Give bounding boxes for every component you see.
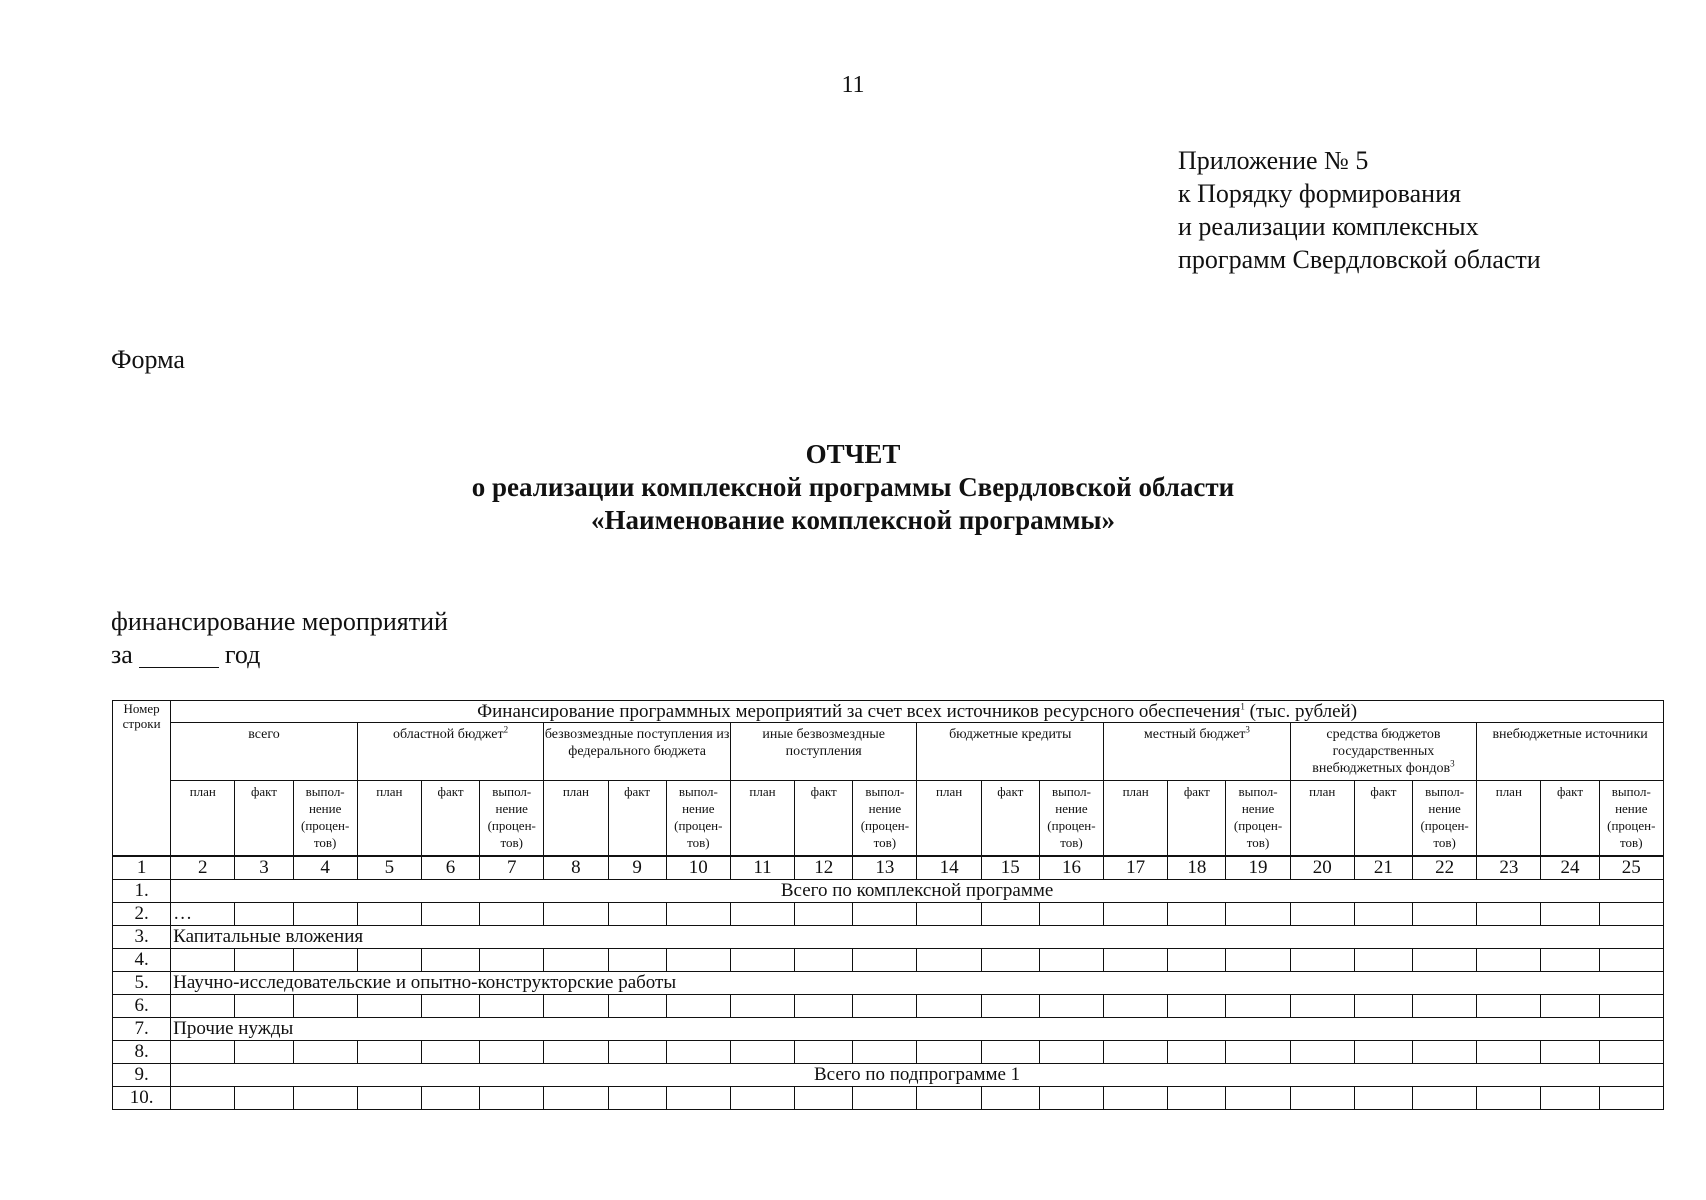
- table-cell: [917, 903, 981, 926]
- table-cell: [666, 949, 730, 972]
- section-label: Капитальные вложения: [171, 926, 1664, 949]
- table-cell: [1354, 995, 1412, 1018]
- table-cell: [1168, 995, 1226, 1018]
- column-number: 8: [544, 856, 608, 880]
- column-number: 9: [608, 856, 666, 880]
- table-cell: [1039, 1041, 1103, 1064]
- financing-header: [171, 701, 1664, 723]
- table-cell: [1226, 903, 1290, 926]
- appendix-block: [1178, 144, 1541, 276]
- table-cell: [1599, 903, 1663, 926]
- table-cell: [1039, 995, 1103, 1018]
- row-number: 5.: [113, 972, 171, 995]
- table-cell: [1413, 1087, 1477, 1110]
- percent-header: выпол-нение (процен-тов): [1599, 781, 1663, 857]
- plan-header: план: [730, 781, 794, 857]
- column-number: 12: [795, 856, 853, 880]
- appendix-line: к Порядку формирования: [1178, 179, 1461, 208]
- table-cell: [544, 903, 608, 926]
- table-cell: [1290, 1087, 1354, 1110]
- table-cell: [1354, 949, 1412, 972]
- table-cell: [981, 1041, 1039, 1064]
- table-row: [113, 926, 1664, 949]
- fact-header: факт: [421, 781, 479, 857]
- table-cell: [730, 995, 794, 1018]
- table-cell: [293, 903, 357, 926]
- table-cell: [666, 1041, 730, 1064]
- plan-header: план: [917, 781, 981, 857]
- row-number: 1.: [113, 880, 171, 903]
- table-cell: [1413, 949, 1477, 972]
- table-row: [113, 880, 1664, 903]
- table-cell: [1413, 903, 1477, 926]
- table-cell: [917, 1041, 981, 1064]
- table-cell: [1039, 1087, 1103, 1110]
- appendix-line: и реализации комплексных: [1178, 212, 1479, 241]
- table-row: [113, 1087, 1664, 1110]
- row-number: 7.: [113, 1018, 171, 1041]
- appendix-line: Приложение № 5: [1178, 146, 1369, 175]
- table-cell: [480, 949, 544, 972]
- table-cell: [235, 995, 293, 1018]
- percent-header: выпол-нение (процен-тов): [853, 781, 917, 857]
- source-group-label: всего: [248, 727, 280, 742]
- footnote-marker: 3: [1245, 724, 1250, 735]
- subheader-row: [113, 781, 1664, 857]
- year-line: [111, 638, 448, 672]
- column-number: 14: [917, 856, 981, 880]
- table-cell: [293, 1041, 357, 1064]
- table-cell: [1541, 995, 1599, 1018]
- table-cell: [1541, 1087, 1599, 1110]
- table-cell: [608, 949, 666, 972]
- table-cell: [1226, 995, 1290, 1018]
- source-group-header: [1104, 723, 1291, 781]
- footnote-marker: 1: [1240, 701, 1245, 712]
- table-cell: [730, 949, 794, 972]
- table-cell: [1354, 903, 1412, 926]
- year-prefix: за: [111, 640, 133, 669]
- table-cell: [795, 949, 853, 972]
- table-cell: [795, 995, 853, 1018]
- group-header-row: [113, 723, 1664, 781]
- table-cell: [357, 1041, 421, 1064]
- table-cell: [1477, 995, 1541, 1018]
- percent-header: выпол-нение (процен-тов): [293, 781, 357, 857]
- source-group-label: иные безвозмездные поступления: [762, 727, 885, 759]
- table-cell: [666, 1087, 730, 1110]
- source-group-header: [730, 723, 917, 781]
- table-cell: [853, 949, 917, 972]
- fact-header: факт: [1541, 781, 1599, 857]
- table-cell: [1104, 903, 1168, 926]
- table-cell: [1541, 1041, 1599, 1064]
- row-number: 4.: [113, 949, 171, 972]
- table-row: [113, 903, 1664, 926]
- row-number: 9.: [113, 1064, 171, 1087]
- table-cell: [421, 949, 479, 972]
- table-cell: [1599, 1041, 1663, 1064]
- table-cell: [917, 1087, 981, 1110]
- column-number: 1: [113, 856, 171, 880]
- table-cell: [1168, 1041, 1226, 1064]
- table-cell: [608, 995, 666, 1018]
- table-cell: [421, 1087, 479, 1110]
- table-cell: [981, 949, 1039, 972]
- table-cell: [171, 949, 235, 972]
- table-cell: [293, 949, 357, 972]
- row-number: 6.: [113, 995, 171, 1018]
- table-cell: [235, 903, 293, 926]
- footnote-marker: 2: [503, 724, 509, 735]
- source-group-label: безвозмездные поступления из федерального бюджета: [544, 727, 730, 759]
- row-number: 8.: [113, 1041, 171, 1064]
- column-number: 6: [421, 856, 479, 880]
- table-row: [113, 1018, 1664, 1041]
- page-number: 11: [841, 72, 865, 98]
- table-cell: [544, 1087, 608, 1110]
- table-cell: [1226, 1041, 1290, 1064]
- table-cell: [1226, 1087, 1290, 1110]
- table-cell: [1354, 1087, 1412, 1110]
- table-cell: [544, 995, 608, 1018]
- table-cell: [981, 903, 1039, 926]
- column-number: 23: [1477, 856, 1541, 880]
- fact-header: факт: [1354, 781, 1412, 857]
- table-cell: [1477, 1087, 1541, 1110]
- table-cell: [1413, 995, 1477, 1018]
- header-row: [113, 701, 1664, 723]
- column-number: 2: [171, 856, 235, 880]
- table-cell: [1168, 903, 1226, 926]
- source-group-label: областной бюджет: [392, 727, 504, 742]
- source-group-label: внебюджетные источники: [1492, 727, 1648, 742]
- table-cell: [730, 1087, 794, 1110]
- table-cell: [1290, 1041, 1354, 1064]
- table-cell: [1290, 949, 1354, 972]
- row-number-header: Номер строки: [113, 701, 171, 857]
- column-number: 16: [1039, 856, 1103, 880]
- table-cell: [730, 903, 794, 926]
- column-number: 3: [235, 856, 293, 880]
- table-cell: [1599, 1087, 1663, 1110]
- percent-header: выпол-нение (процен-тов): [480, 781, 544, 857]
- table-cell: [480, 995, 544, 1018]
- plan-header: план: [544, 781, 608, 857]
- table-cell: [1104, 995, 1168, 1018]
- column-number: 5: [357, 856, 421, 880]
- source-group-label: местный бюджет: [1143, 727, 1246, 742]
- plan-header: план: [1290, 781, 1354, 857]
- column-number: 15: [981, 856, 1039, 880]
- fact-header: факт: [235, 781, 293, 857]
- table-row: [113, 1064, 1664, 1087]
- financing-unit: (тыс. рублей): [1244, 701, 1358, 722]
- fact-header: факт: [795, 781, 853, 857]
- table-cell: [293, 995, 357, 1018]
- table-cell: [795, 1087, 853, 1110]
- row-number: 3.: [113, 926, 171, 949]
- source-group-header: [544, 723, 731, 781]
- table-cell: [171, 1087, 235, 1110]
- table-cell: [608, 1087, 666, 1110]
- table-cell: [1541, 949, 1599, 972]
- table-cell: [1104, 949, 1168, 972]
- column-number: 20: [1290, 856, 1354, 880]
- table-cell: [730, 1041, 794, 1064]
- subtitle-line: финансирование мероприятий: [111, 607, 448, 636]
- percent-header: выпол-нение (процен-тов): [666, 781, 730, 857]
- table-cell: [1354, 1041, 1412, 1064]
- table-cell: [1477, 949, 1541, 972]
- column-number: 10: [666, 856, 730, 880]
- table-cell: [981, 1087, 1039, 1110]
- table-cell: [1290, 995, 1354, 1018]
- table-cell: [421, 903, 479, 926]
- report-subtitle: [111, 605, 448, 672]
- footnote-marker: 3: [1450, 758, 1455, 769]
- section-label: Научно-исследовательские и опытно-конструкторские работы: [171, 972, 1664, 995]
- percent-header: выпол-нение (процен-тов): [1413, 781, 1477, 857]
- section-label: Всего по подпрограмме 1: [171, 1064, 1664, 1087]
- plan-header: план: [1104, 781, 1168, 857]
- table-cell: [1599, 995, 1663, 1018]
- table-row: [113, 1041, 1664, 1064]
- column-number: 19: [1226, 856, 1290, 880]
- table-row: [113, 995, 1664, 1018]
- table-cell: [357, 1087, 421, 1110]
- table-cell: [1413, 1041, 1477, 1064]
- table-cell: …: [171, 903, 235, 926]
- plan-header: план: [357, 781, 421, 857]
- table-cell: [917, 995, 981, 1018]
- table-cell: [1104, 1041, 1168, 1064]
- table-cell: [357, 903, 421, 926]
- column-number: 21: [1354, 856, 1412, 880]
- title-line: ОТЧЕТ: [805, 439, 901, 469]
- report-table: [112, 700, 1664, 1110]
- table-cell: [421, 995, 479, 1018]
- table-cell: [1541, 903, 1599, 926]
- table-cell: [421, 1041, 479, 1064]
- column-number: 22: [1413, 856, 1477, 880]
- column-number: 24: [1541, 856, 1599, 880]
- plan-header: план: [1477, 781, 1541, 857]
- form-label: Форма: [111, 345, 185, 374]
- title-line: о реализации комплексной программы Свердловской области: [471, 472, 1235, 502]
- table-cell: [853, 995, 917, 1018]
- table-cell: [544, 1041, 608, 1064]
- table-cell: [1290, 903, 1354, 926]
- table-cell: [480, 903, 544, 926]
- column-numbers-row: [113, 856, 1664, 880]
- year-suffix: год: [224, 640, 261, 669]
- table-cell: [981, 995, 1039, 1018]
- title-line: «Наименование комплексной программы»: [591, 505, 1115, 535]
- column-number: 17: [1104, 856, 1168, 880]
- plan-header: план: [171, 781, 235, 857]
- table-cell: [1039, 903, 1103, 926]
- table-cell: [480, 1087, 544, 1110]
- table-cell: [1477, 1041, 1541, 1064]
- source-group-label: бюджетные кредиты: [949, 727, 1072, 742]
- fact-header: факт: [608, 781, 666, 857]
- table-cell: [1039, 949, 1103, 972]
- source-group-header: [1290, 723, 1477, 781]
- table-cell: [357, 949, 421, 972]
- column-number: 13: [853, 856, 917, 880]
- table-cell: [357, 995, 421, 1018]
- column-number: 25: [1599, 856, 1663, 880]
- table-row: [113, 972, 1664, 995]
- year-blank: [139, 634, 219, 668]
- appendix-line: программ Свердловской области: [1178, 245, 1541, 274]
- table-cell: [666, 995, 730, 1018]
- table-cell: [795, 1041, 853, 1064]
- table-cell: [1168, 1087, 1226, 1110]
- table-cell: [293, 1087, 357, 1110]
- table-cell: [795, 903, 853, 926]
- table-cell: [235, 1041, 293, 1064]
- source-group-label: средства бюджетов государственных внебюджетных фондов: [1312, 727, 1451, 776]
- section-label: Всего по комплексной программе: [171, 880, 1664, 903]
- column-number: 18: [1168, 856, 1226, 880]
- percent-header: выпол-нение (процен-тов): [1039, 781, 1103, 857]
- table-cell: [544, 949, 608, 972]
- table-cell: [853, 1087, 917, 1110]
- source-group-header: [171, 723, 358, 781]
- table-cell: [235, 949, 293, 972]
- table-cell: [171, 1041, 235, 1064]
- fact-header: факт: [981, 781, 1039, 857]
- source-group-header: [917, 723, 1104, 781]
- table-cell: [608, 1041, 666, 1064]
- percent-header: выпол-нение (процен-тов): [1226, 781, 1290, 857]
- table-cell: [853, 903, 917, 926]
- source-group-header: [1477, 723, 1664, 781]
- column-number: 7: [480, 856, 544, 880]
- section-label: Прочие нужды: [171, 1018, 1664, 1041]
- table-cell: [235, 1087, 293, 1110]
- table-cell: [171, 995, 235, 1018]
- table-cell: [1599, 949, 1663, 972]
- column-number: 4: [293, 856, 357, 880]
- fact-header: факт: [1168, 781, 1226, 857]
- report-title: [0, 438, 1706, 537]
- column-number: 11: [730, 856, 794, 880]
- financing-header-text: Финансирование программных мероприятий за счет всех источников ресурсного обеспечения: [477, 701, 1241, 722]
- row-number: 2.: [113, 903, 171, 926]
- table-cell: [917, 949, 981, 972]
- table-cell: [480, 1041, 544, 1064]
- table-cell: [853, 1041, 917, 1064]
- table-cell: [1226, 949, 1290, 972]
- row-number: 10.: [113, 1087, 171, 1110]
- table-cell: [608, 903, 666, 926]
- table-cell: [1477, 903, 1541, 926]
- table-cell: [1168, 949, 1226, 972]
- table-cell: [1104, 1087, 1168, 1110]
- source-group-header: [357, 723, 544, 781]
- table-row: [113, 949, 1664, 972]
- table-cell: [666, 903, 730, 926]
